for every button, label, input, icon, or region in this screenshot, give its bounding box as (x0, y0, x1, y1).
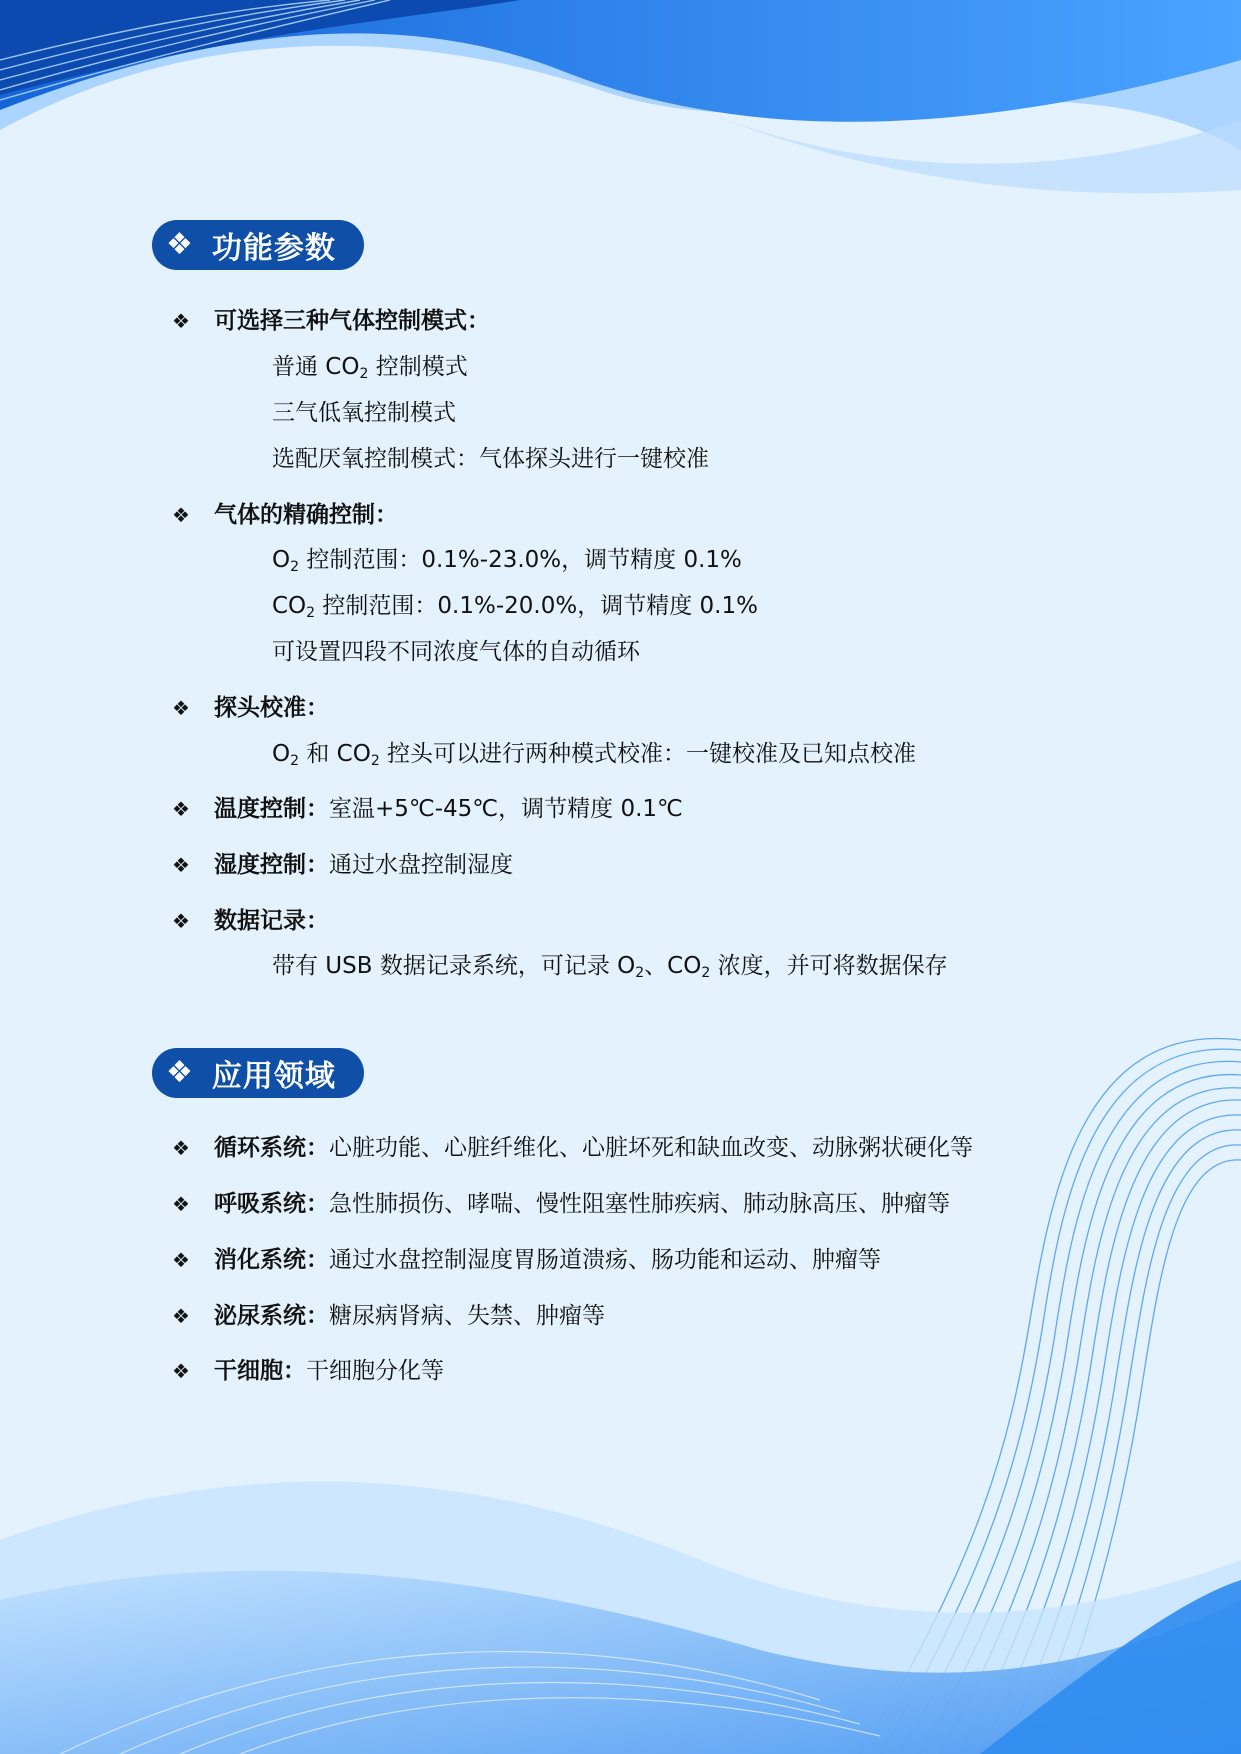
diamond-bullet-icon: ❖ (172, 1192, 190, 1216)
item-heading: 温度控制： (214, 796, 329, 822)
diamond-section-icon: ❖ (166, 1055, 194, 1090)
diamond-section-icon: ❖ (166, 227, 194, 262)
item-text: 通过水盘控制湿度胃肠道溃疡、肠功能和运动、肿瘤等 (329, 1247, 881, 1273)
list-subitem: 带有 USB 数据记录系统，可记录 $O_2$、$CO_2$ 浓度，并可将数据保存 (272, 953, 948, 981)
list-subitem: 选配厌氧控制模式：气体探头进行一键校准 (272, 446, 709, 472)
list-item (172, 500, 398, 530)
diamond-bullet-icon: ❖ (172, 309, 190, 333)
list-subitem: 可设置四段不同浓度气体的自动循环 (272, 639, 640, 665)
diamond-bullet-icon: ❖ (172, 797, 190, 821)
diamond-bullet-icon: ❖ (172, 696, 190, 720)
diamond-bullet-icon: ❖ (172, 1136, 190, 1160)
section-header-applications (152, 1048, 364, 1098)
section-title: 功能参数 (211, 231, 336, 266)
item-text: 心脏功能、心脏纤维化、心脏坏死和缺血改变、动脉粥状硬化等 (329, 1135, 973, 1161)
list-subitem: 三气低氧控制模式 (272, 400, 456, 426)
item-text: 急性肺损伤、哮喘、慢性阻塞性肺疾病、肺动脉高压、肿瘤等 (329, 1191, 950, 1217)
diamond-bullet-icon: ❖ (172, 1304, 190, 1328)
list-item (172, 693, 329, 723)
item-heading: 循环系统： (214, 1135, 329, 1161)
item-heading: 泌尿系统： (214, 1303, 329, 1329)
diamond-bullet-icon: ❖ (172, 503, 190, 527)
list-subitem: $O_2$ 和 $CO_2$ 控头可以进行两种模式校准：一键校准及已知点校准 (272, 741, 917, 769)
item-heading: 湿度控制： (214, 852, 329, 878)
item-text: 室温+5℃-45℃，调节精度 0.1℃ (329, 796, 683, 822)
section-title: 应用领域 (211, 1059, 336, 1094)
list-subitem: $O_2$ 控制范围：0.1%-23.0%，调节精度 0.1% (272, 547, 742, 575)
item-text: 干细胞分化等 (306, 1358, 444, 1384)
list-item (172, 1245, 881, 1275)
list-item (172, 1189, 950, 1219)
list-item (172, 1133, 973, 1163)
list-item (172, 906, 329, 936)
item-heading: 气体的精确控制： (214, 502, 398, 528)
list-item (172, 306, 490, 336)
diamond-bullet-icon: ❖ (172, 909, 190, 933)
item-heading: 呼吸系统： (214, 1191, 329, 1217)
item-text: 糖尿病肾病、失禁、肿瘤等 (329, 1303, 605, 1329)
list-subitem: 普通 $CO_2$ 控制模式 (272, 354, 468, 382)
list-item (172, 850, 513, 880)
list-subitem: $CO_2$ 控制范围：0.1%-20.0%，调节精度 0.1% (272, 593, 758, 621)
item-text: 通过水盘控制湿度 (329, 852, 513, 878)
list-item (172, 794, 683, 824)
section-header-features (152, 220, 364, 270)
item-heading: 数据记录： (214, 908, 329, 934)
list-item (172, 1301, 605, 1331)
item-heading: 干细胞： (214, 1358, 306, 1384)
diamond-bullet-icon: ❖ (172, 853, 190, 877)
item-heading: 探头校准： (214, 695, 329, 721)
item-heading: 消化系统： (214, 1247, 329, 1273)
list-item (172, 1356, 444, 1386)
diamond-bullet-icon: ❖ (172, 1248, 190, 1272)
item-heading: 可选择三种气体控制模式： (214, 308, 490, 334)
diamond-bullet-icon: ❖ (172, 1359, 190, 1383)
